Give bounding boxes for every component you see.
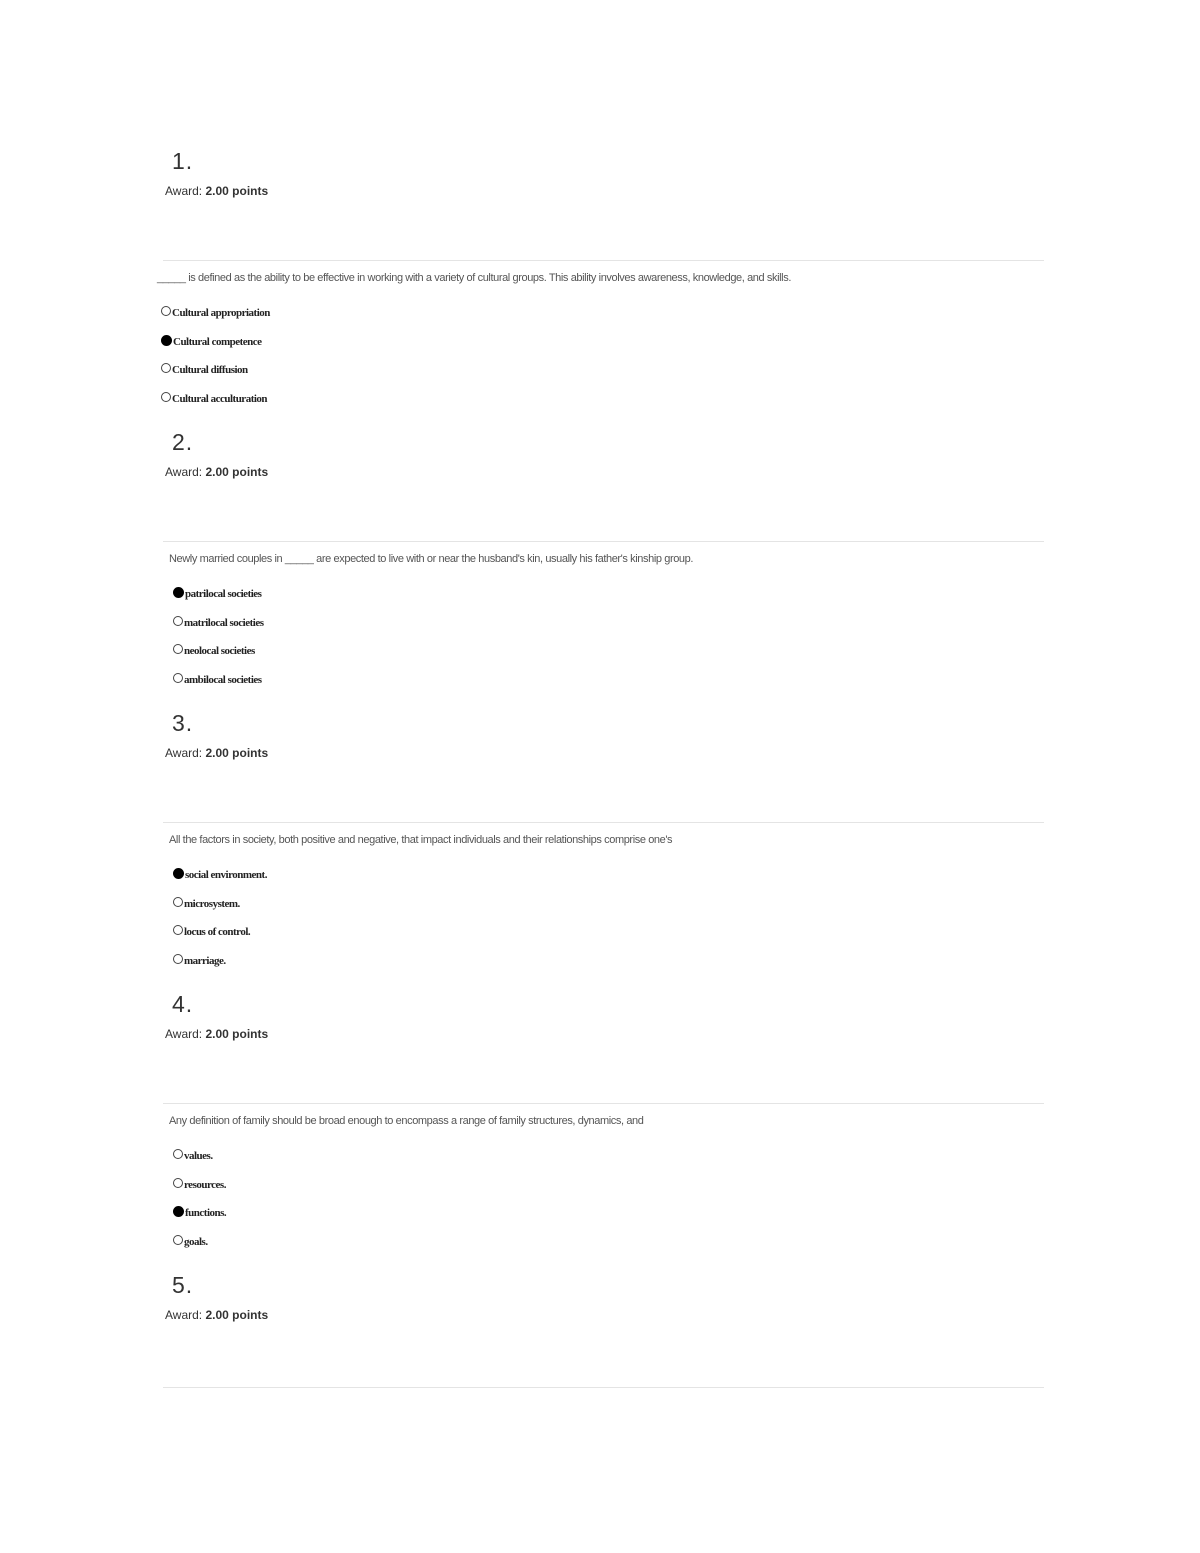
question-divider	[163, 822, 1044, 823]
radio-button[interactable]	[173, 644, 183, 654]
answer-label: patrilocal societies	[185, 588, 262, 600]
question-number: 3.	[172, 710, 194, 736]
award-label: Award:	[165, 746, 206, 760]
award-label: Award:	[165, 465, 206, 479]
answer-label: Cultural diffusion	[172, 364, 248, 377]
award-points: 2.00 points	[205, 1027, 269, 1041]
question-divider	[163, 260, 1044, 261]
answer-label: microsystem.	[184, 897, 240, 910]
radio-button[interactable]	[173, 954, 183, 964]
answer-option[interactable]	[161, 392, 270, 421]
award-line	[165, 1027, 268, 1041]
answer-option[interactable]	[161, 335, 270, 364]
answer-label: social environment.	[185, 869, 267, 881]
question-divider	[163, 1387, 1044, 1388]
question-divider	[163, 1103, 1044, 1104]
award-line	[165, 746, 268, 760]
answer-option[interactable]	[173, 1206, 226, 1235]
radio-button-selected[interactable]	[173, 1206, 184, 1217]
answer-option[interactable]	[173, 1235, 226, 1264]
answer-label: locus of control.	[184, 926, 251, 939]
answer-label: Cultural competence	[173, 335, 262, 348]
answer-label: values.	[184, 1150, 213, 1162]
answer-option[interactable]	[173, 954, 267, 983]
answer-label: marriage.	[184, 955, 226, 968]
answer-label: Cultural appropriation	[172, 307, 270, 319]
radio-button-selected[interactable]	[173, 587, 184, 598]
answer-option[interactable]	[161, 363, 270, 392]
award-points: 2.00 points	[205, 184, 269, 198]
answer-options	[173, 587, 264, 702]
answer-label: functions.	[185, 1207, 227, 1220]
award-label: Award:	[165, 1027, 206, 1041]
answer-option[interactable]	[173, 587, 264, 616]
question-text: Any definition of family should be broad enough to encompass a range of family structures, dynamics, and	[169, 1115, 644, 1127]
radio-button[interactable]	[173, 616, 183, 626]
radio-button[interactable]	[161, 392, 171, 402]
radio-button[interactable]	[173, 1178, 183, 1188]
award-line	[165, 465, 268, 479]
answer-option[interactable]	[173, 644, 264, 673]
answer-options	[173, 1149, 226, 1264]
answer-option[interactable]	[173, 1178, 226, 1207]
answer-option[interactable]	[161, 306, 270, 335]
radio-button[interactable]	[173, 925, 183, 935]
answer-option[interactable]	[173, 616, 264, 645]
radio-button[interactable]	[173, 1235, 183, 1245]
answer-options	[173, 868, 267, 983]
answer-option[interactable]	[173, 673, 264, 702]
radio-button[interactable]	[173, 673, 183, 683]
radio-button[interactable]	[161, 363, 171, 373]
answer-label: neolocal societies	[184, 645, 255, 658]
answer-label: ambilocal societies	[184, 674, 262, 687]
question-number: 2.	[172, 429, 194, 455]
radio-button-selected[interactable]	[161, 335, 172, 346]
award-line	[165, 1308, 268, 1322]
answer-option[interactable]	[173, 1149, 226, 1178]
question-divider	[163, 541, 1044, 542]
award-points: 2.00 points	[205, 465, 269, 479]
answer-option[interactable]	[173, 868, 267, 897]
answer-option[interactable]	[173, 925, 267, 954]
award-line	[165, 184, 268, 198]
answer-label: matrilocal societies	[184, 616, 264, 629]
answer-options	[161, 306, 270, 421]
answer-label: resources.	[184, 1178, 226, 1191]
question-number: 1.	[172, 148, 194, 174]
radio-button[interactable]	[161, 306, 171, 316]
answer-label: goals.	[184, 1236, 208, 1249]
answer-option[interactable]	[173, 897, 267, 926]
award-points: 2.00 points	[205, 1308, 269, 1322]
radio-button[interactable]	[173, 1149, 183, 1159]
question-text: _____ is defined as the ability to be effective in working with a variety of cultural groups. This ability involves awareness, knowledge, and skills.	[157, 272, 791, 284]
award-label: Award:	[165, 184, 206, 198]
answer-label: Cultural acculturation	[172, 393, 268, 406]
question-number: 4.	[172, 991, 194, 1017]
question-number: 5.	[172, 1272, 194, 1298]
award-points: 2.00 points	[205, 746, 269, 760]
award-label: Award:	[165, 1308, 206, 1322]
question-text: All the factors in society, both positive and negative, that impact individuals and their relationships comprise one's	[169, 834, 673, 846]
radio-button[interactable]	[173, 897, 183, 907]
question-text: Newly married couples in _____ are expected to live with or near the husband's kin, usually his father's kinship group.	[169, 553, 694, 565]
radio-button-selected[interactable]	[173, 868, 184, 879]
